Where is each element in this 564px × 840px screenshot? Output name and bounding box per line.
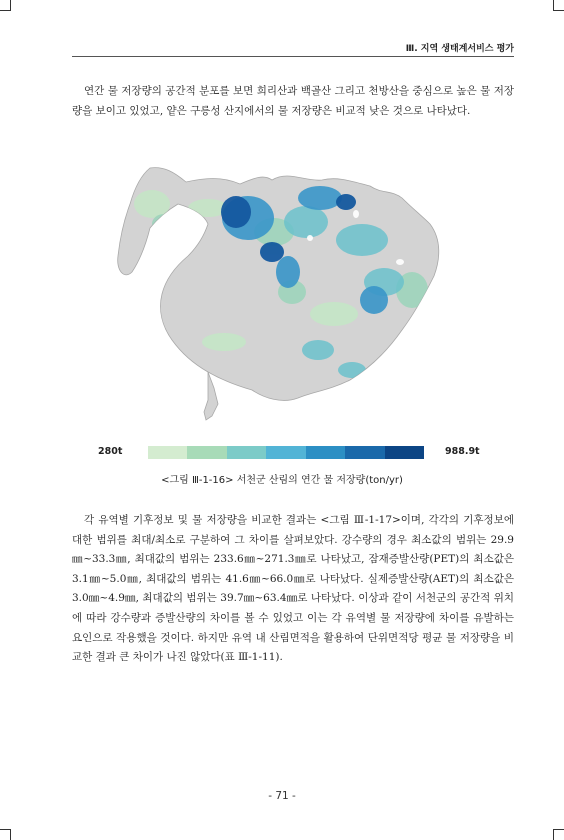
legend-swatch (385, 446, 424, 459)
analysis-paragraph: 각 유역별 기후정보 및 물 저장량을 비교한 결과는 <그림 Ⅲ-1-17>이며, 각각의 기후정보에 대한 범위를 최대/최소로 구분하여 그 차이를 살펴보았다. 강수량의 경우 최소값의 범위는 29.9㎜~33.3㎜, 최대값의 범위는 233.6㎜~271.3㎜로 나타났고, 잠재증발산량(PET)의 최소값은 3.1㎜~5.0㎜, 최대값의 범위는 41.6㎜~66.0㎜로 나타났다. 실제증발산량(AET)의 최소값은 3.0㎜~4.9㎜, 최대값의 범위는 39.7㎜~63.4㎜로 나타났다. 이상과 같이 서천군의 공간적 위치에 따라 강수량과 증발산량의 차이를 볼 수 있었고 이는 각 유역별 물 저장량에 차이를 유발하는 요인으로 작용했을 것이다. 하지만 유역 내 산림면적을 활용하여 단위면적당 평균 물 저장량을 비교한 결과 큰 차이가 나진 않았다(표 Ⅲ-1-11). (72, 514, 514, 664)
crop-mark-top-left (0, 0, 11, 11)
legend-swatch (306, 446, 345, 459)
figure-caption: <그림 Ⅲ-1-16> 서천군 산림의 연간 물 저장량(ton/yr) (161, 475, 403, 486)
crop-mark-bottom-right (553, 829, 564, 840)
legend-max-label: 988.9t (445, 446, 480, 457)
page-number: - 71 - (268, 790, 296, 802)
legend-min-label: 280t (98, 446, 123, 457)
legend-swatch (187, 446, 226, 459)
legend-color-ramp (148, 446, 424, 459)
running-header: Ⅲ. 지역 생태계서비스 평가 (405, 44, 514, 54)
intro-paragraph: 연간 물 저장량의 공간적 분포를 보면 희리산과 백골산 그리고 천방산을 중심으로 높은 물 저장량을 보이고 있었고, 얕은 구릉성 산지에서의 물 저장량은 비교적 낮은 것으로 나타났다. (72, 85, 514, 117)
crop-mark-top-right (553, 0, 564, 11)
water-storage-map (112, 164, 452, 426)
header-rule (72, 56, 514, 57)
legend-swatch (345, 446, 384, 459)
legend-swatch (266, 446, 305, 459)
legend-swatch (148, 446, 187, 459)
southern-peninsula (204, 372, 218, 420)
crop-mark-bottom-left (0, 829, 11, 840)
legend-swatch (227, 446, 266, 459)
